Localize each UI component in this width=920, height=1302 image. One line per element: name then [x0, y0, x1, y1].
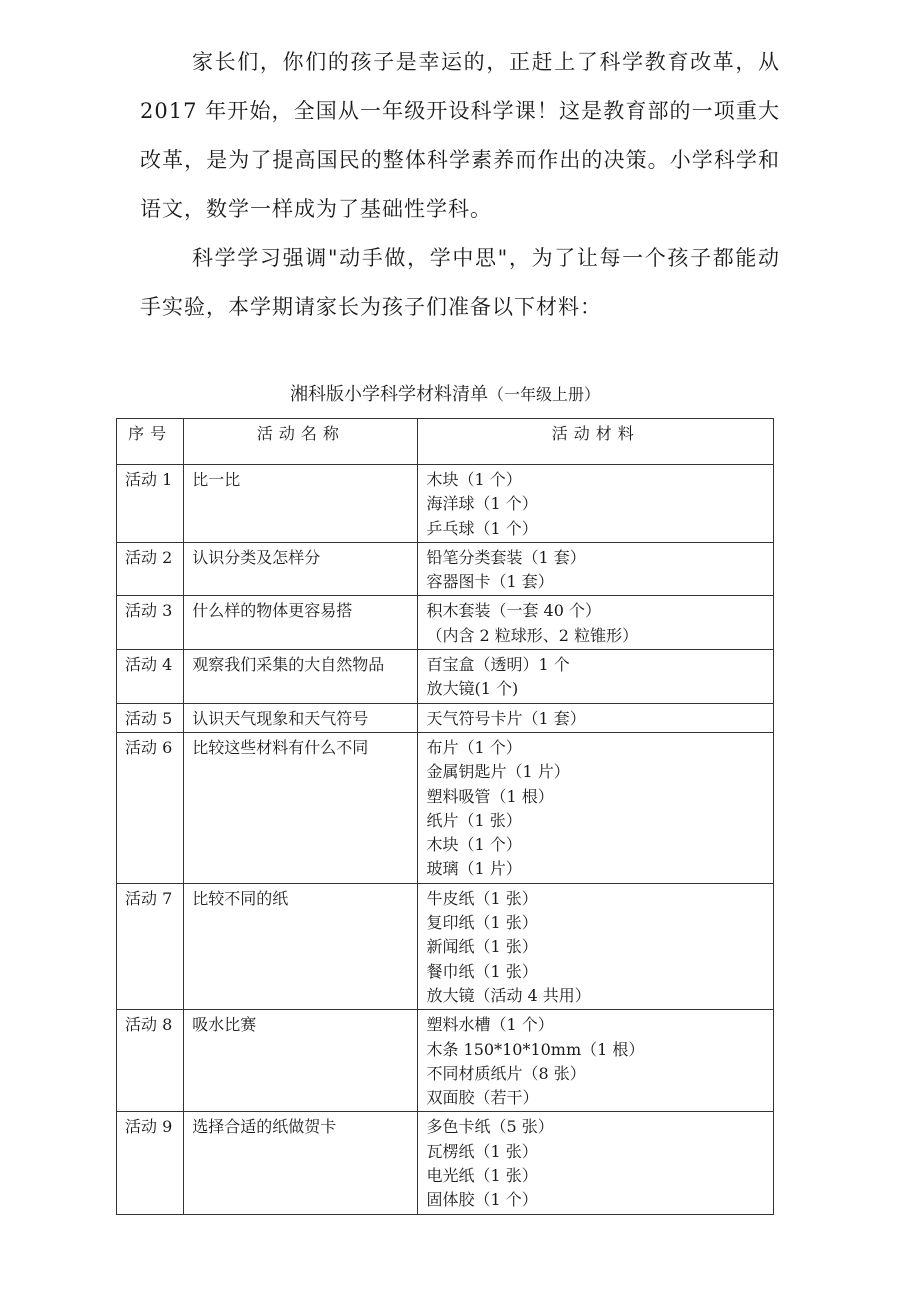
material-item: 放大镜（活动 4 共用）	[426, 985, 591, 1005]
table-row	[117, 1010, 774, 1112]
header-no: 序号	[117, 419, 184, 465]
activity-name: 观察我们采集的大自然物品	[184, 650, 418, 704]
table-row	[117, 703, 774, 732]
activity-number: 活动 7	[117, 883, 184, 1009]
table-body	[117, 465, 774, 1215]
table-row	[117, 732, 774, 883]
material-item: 容器图卡（1 套）	[426, 572, 554, 592]
material-item: 牛皮纸（1 张）	[426, 888, 538, 908]
material-item: 纸片（1 张）	[426, 810, 522, 830]
table-row	[117, 596, 774, 650]
material-item: 积木套装（一套 40 个）	[426, 601, 601, 621]
header-name: 活动名称	[184, 419, 418, 465]
activity-number: 活动 8	[117, 1010, 184, 1112]
material-item: 新闻纸（1 张）	[426, 937, 538, 957]
material-item: 铅笔分类套装（1 套）	[426, 547, 586, 567]
activity-materials	[418, 703, 774, 732]
table-header-row	[117, 419, 774, 465]
table-title-sub: （一年级上册）	[487, 385, 600, 404]
material-item: 电光纸（1 张）	[426, 1166, 538, 1186]
table-row	[117, 542, 774, 596]
activity-materials	[418, 542, 774, 596]
material-item: 木条 150*10*10mm（1 根）	[426, 1039, 645, 1059]
material-item: 玻璃（1 片）	[426, 859, 522, 879]
activity-name: 比较这些材料有什么不同	[184, 732, 418, 883]
material-item: 塑料吸管（1 根）	[426, 786, 554, 806]
material-item: 金属钥匙片（1 片）	[426, 762, 570, 782]
material-item: 放大镜(1 个)	[426, 679, 519, 699]
table-row	[117, 883, 774, 1009]
activity-number: 活动 6	[117, 732, 184, 883]
intro-paragraph-2: 科学学习强调"动手做，学中思"，为了让每一个孩子都能动手实验，本学期请家长为孩子们准备以下材料：	[140, 246, 780, 319]
material-item: 百宝盒（透明）1 个	[426, 655, 570, 675]
table-row	[117, 1112, 774, 1214]
activity-number: 活动 9	[117, 1112, 184, 1214]
intro-paragraph-1: 家长们，你们的孩子是幸运的，正赶上了科学教育改革，从 2017 年开始，全国从一年级开设科学课！这是教育部的一项重大改革，是为了提高国民的整体科学素养而作出的决策。小学科学和语文，数学一样成为了基础性学科。	[140, 50, 780, 221]
activity-materials	[418, 465, 774, 543]
material-item: （内含 2 粒球形、2 粒锥形）	[426, 625, 639, 645]
activity-name: 比一比	[184, 465, 418, 543]
activity-name: 吸水比赛	[184, 1010, 418, 1112]
table-row	[117, 650, 774, 704]
activity-materials	[418, 1010, 774, 1112]
material-item: 木块（1 个）	[426, 470, 522, 489]
material-item: 复印纸（1 张）	[426, 913, 538, 933]
material-item: 布片（1 个）	[426, 737, 522, 757]
materials-table	[116, 418, 774, 1215]
activity-name: 选择合适的纸做贺卡	[184, 1112, 418, 1214]
material-item: 天气符号卡片（1 套）	[426, 708, 586, 728]
header-materials: 活动材料	[418, 419, 774, 465]
material-item: 不同材质纸片（8 张）	[426, 1063, 586, 1083]
activity-number: 活动 5	[117, 703, 184, 732]
activity-materials	[418, 596, 774, 650]
activity-materials	[418, 732, 774, 883]
material-item: 多色卡纸（5 张）	[426, 1117, 554, 1137]
activity-materials	[418, 650, 774, 704]
material-item: 固体胶（1 个）	[426, 1190, 538, 1210]
activity-number: 活动 4	[117, 650, 184, 704]
activity-number: 活动 1	[117, 465, 184, 543]
table-title-main: 湘科版小学科学材料清单	[289, 384, 488, 405]
activity-name: 认识天气现象和天气符号	[184, 703, 418, 732]
activity-name: 什么样的物体更容易搭	[184, 596, 418, 650]
activity-number: 活动 3	[117, 596, 184, 650]
activity-name: 认识分类及怎样分	[184, 542, 418, 596]
material-item: 海洋球（1 个）	[426, 494, 538, 514]
activity-materials	[418, 883, 774, 1009]
activity-materials	[418, 1112, 774, 1214]
material-item: 双面胶（若干）	[426, 1088, 539, 1108]
activity-name: 比较不同的纸	[184, 883, 418, 1009]
table-title	[116, 382, 774, 408]
table-row	[117, 465, 774, 543]
material-item: 木块（1 个）	[426, 835, 522, 855]
material-item: 瓦楞纸（1 张）	[426, 1141, 538, 1161]
material-item: 塑料水槽（1 个）	[426, 1015, 554, 1035]
material-item: 乒乓球（1 个）	[426, 518, 538, 538]
activity-number: 活动 2	[117, 542, 184, 596]
intro-text	[140, 38, 780, 332]
material-item: 餐巾纸（1 张）	[426, 961, 538, 981]
